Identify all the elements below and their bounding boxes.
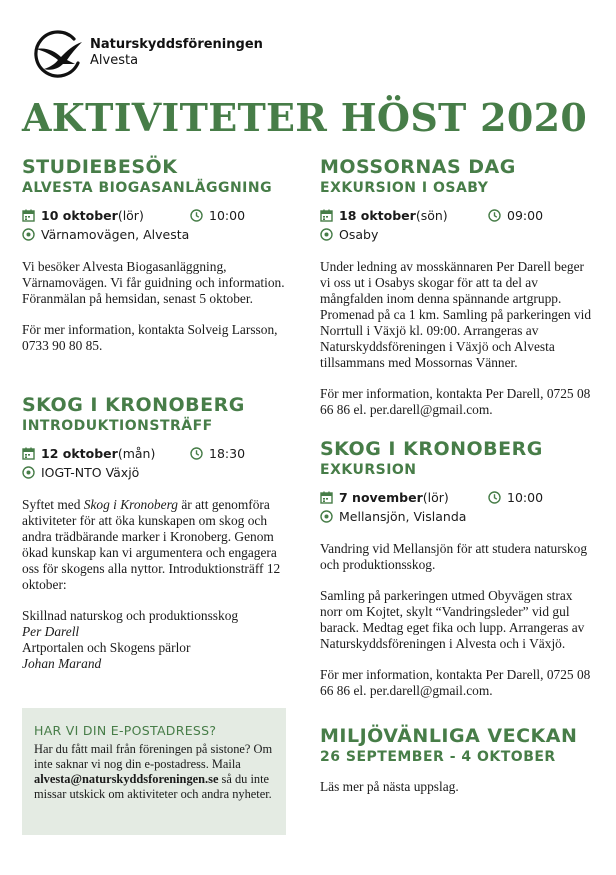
event-subtitle: EXKURSION (320, 462, 417, 478)
event-meta (22, 444, 292, 482)
event-location: Värnamovägen, Alvesta (41, 227, 190, 242)
calendar-icon (22, 447, 35, 460)
event-day: (sön) (415, 208, 448, 223)
event-meta (320, 488, 592, 526)
event-skog-introduktion (22, 394, 292, 672)
event-meta (320, 206, 592, 244)
email-info-box (22, 708, 286, 835)
event-meta (22, 206, 292, 244)
event-subtitle: ALVESTA BIOGASANLÄGGNING (22, 180, 273, 196)
event-miljovanliga-veckan (320, 725, 592, 795)
event-description: Syftet med Skog i Kronoberg är att genomföra aktiviteter för att öka kunskapen om skog och andra trädbärande marker i Kronoberg. Genom ökad kunskap kan vi argumentera och engagera oss för skogens alla nyttor. Introduktionsträff 12 oktober: (22, 497, 281, 592)
event-subtitle: INTRODUKTIONSTRÄFF (22, 418, 213, 434)
event-time: 18:30 (209, 446, 246, 461)
event-location: IOGT-NTO Växjö (41, 465, 140, 480)
event-program (22, 608, 292, 672)
event-time: 10:00 (507, 490, 544, 505)
event-subtitle: EXKURSION I OSABY (320, 180, 489, 196)
event-contact: För mer information, kontakta Per Darell, 0725 08 66 86 el. per.darell@gmail.com. (320, 667, 591, 698)
event-time: 09:00 (507, 208, 544, 223)
program-talk-1: Skillnad naturskog och produktionsskog (22, 608, 239, 623)
event-skog-exkursion (320, 438, 592, 699)
event-description: Under ledning av mosskännaren Per Darell beger vi oss ut i Osabys skogar för att ta del av mångfalden inom denna spännande artgrupp. Promenad på ca 1 km. Samling på parkeringen vid Norrtull i Växjö kl. 09:00. Arrangeras av Naturskyddsföreningen i Växjö och Alvesta tillsammans med Mossornas Vänner. (320, 259, 592, 370)
location-pin-icon (22, 466, 35, 479)
event-description: Vi besöker Alvesta Biogasanläggning, Värnamovägen. Vi får guidning och information. Föranmälan på hemsidan, senast 5 oktober. (22, 259, 285, 306)
event-title: MOSSORNAS DAG (320, 156, 516, 178)
clock-icon (190, 447, 203, 460)
calendar-icon (22, 209, 35, 222)
calendar-icon (320, 209, 333, 222)
email-address: alvesta@naturskyddsforeningen.se (34, 772, 219, 786)
event-studiebesok (22, 156, 292, 354)
program-speaker-2: Johan Marand (22, 656, 102, 671)
swallow-logo-icon (28, 27, 84, 79)
calendar-icon (320, 491, 333, 504)
page-title: AKTIVITETER HÖST 2020 (22, 95, 588, 140)
left-column (22, 156, 292, 672)
event-title: MILJÖVÄNLIGA VECKAN (320, 725, 578, 747)
box-text: Har du fått mail från föreningen på sistone? Om inte saknar vi nog din e-postadress. Maila alvesta@naturskyddsforeningen.se så du inte missar utskick om aktiviteter och andra nyheter. (34, 742, 273, 801)
event-subtitle: 26 SEPTEMBER - 4 OKTOBER (320, 749, 556, 765)
box-title: HAR VI DIN E-POSTADRESS? (34, 723, 217, 738)
event-logistics: Samling på parkeringen utmed Obyvägen strax norr om Kojtet, skylt “Vandringsleder” vid gul barack. Medtag eget fika och lupp. Arrangeras av Naturskyddsföreningen i Alvesta och i Växjö. (320, 588, 585, 651)
event-day: (lör) (117, 208, 144, 223)
right-column (320, 156, 592, 795)
event-description: Vandring vid Mellansjön för att studera naturskog och produktionsskog. (320, 541, 588, 572)
event-mossornas-dag (320, 156, 592, 418)
event-description: Läs mer på nästa uppslag. (320, 779, 459, 794)
event-contact: För mer information, kontakta Solveig Larsson, 0733 90 80 85. (22, 322, 278, 353)
program-talk-2: Artportalen och Skogens pärlor (22, 640, 191, 655)
clock-icon (488, 209, 501, 222)
event-date: 10 oktober (41, 208, 118, 223)
header (28, 28, 263, 78)
event-date: 7 november (339, 490, 423, 505)
location-pin-icon (22, 228, 35, 241)
event-date: 12 oktober (41, 446, 118, 461)
event-location: Mellansjön, Vislanda (339, 509, 467, 524)
org-sub: Alvesta (90, 53, 139, 68)
event-day: (mån) (117, 446, 156, 461)
org-name: Naturskyddsföreningen (90, 37, 263, 52)
event-title: STUDIEBESÖK (22, 156, 178, 178)
location-pin-icon (320, 228, 333, 241)
event-day: (lör) (422, 490, 449, 505)
clock-icon (488, 491, 501, 504)
clock-icon (190, 209, 203, 222)
program-speaker-1: Per Darell (22, 624, 80, 639)
event-title: SKOG I KRONOBERG (22, 394, 245, 416)
event-date: 18 oktober (339, 208, 416, 223)
event-location: Osaby (339, 227, 379, 242)
event-time: 10:00 (209, 208, 246, 223)
location-pin-icon (320, 510, 333, 523)
event-contact: För mer information, kontakta Per Darell, 0725 08 66 86 el. per.darell@gmail.com. (320, 386, 591, 417)
event-title: SKOG I KRONOBERG (320, 438, 543, 460)
